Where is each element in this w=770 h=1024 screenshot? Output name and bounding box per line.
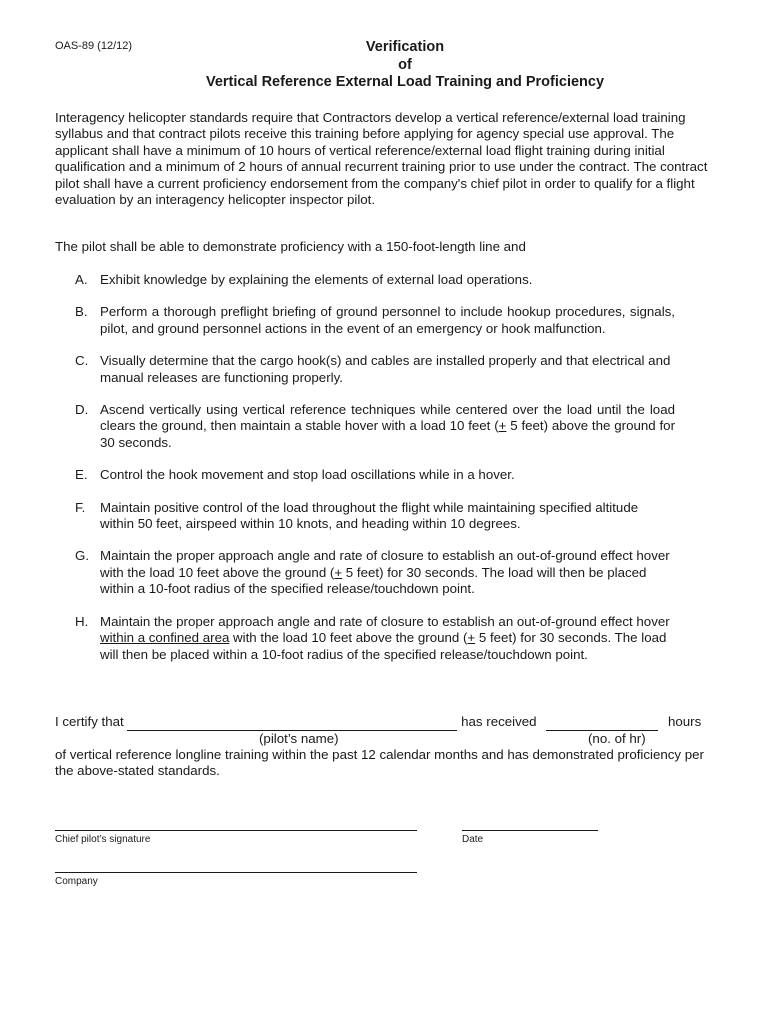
form-number: OAS-89 (12/12) xyxy=(55,40,133,52)
chief-pilot-signature-field[interactable] xyxy=(55,830,417,831)
list-item xyxy=(75,304,675,337)
pilot-name-field[interactable] xyxy=(127,714,457,731)
item-text xyxy=(100,548,675,597)
lead-in-sentence: The pilot shall be able to demonstrate proficiency with a 150-foot-length line and xyxy=(55,239,526,254)
certify-prefix: I certify that xyxy=(55,714,124,729)
chief-pilot-signature-label: Chief pilot’s signature xyxy=(55,834,151,845)
plus-minus-symbol: + xyxy=(498,418,507,434)
item-text xyxy=(100,614,675,663)
item-text-part: 5 feet) for 30 seconds. The load will then be placed within a 10-foot radius of the specified release/touchdown point. xyxy=(100,630,667,662)
item-letter: C. xyxy=(75,353,89,369)
list-item xyxy=(75,467,675,483)
title-main: Vertical Reference External Load Training and Proficiency xyxy=(205,74,605,90)
underlined-phrase: within a confined area xyxy=(100,630,230,646)
item-text-part: 5 feet) above the ground for 30 seconds. xyxy=(100,418,675,450)
certification-closing: of vertical reference longline training within the past 12 calendar months and has demonstrated proficiency per the above-stated standards. xyxy=(55,747,704,779)
item-text-part: with the load 10 feet above the ground ( xyxy=(229,630,468,646)
item-text: Perform a thorough preflight briefing of ground personnel to include hookup procedures, signals, pilot, and ground personnel actions in the event of an emergency or hook malfunction. xyxy=(100,304,675,336)
item-letter: B. xyxy=(75,304,88,320)
date-field[interactable] xyxy=(462,830,598,831)
item-text-part: 5 feet) for 30 seconds. The load will then be placed within a 10-foot radius of the specified release/touchdown point. xyxy=(100,564,647,597)
item-letter: A. xyxy=(75,272,88,287)
list-item xyxy=(75,353,675,386)
proficiency-items-list xyxy=(75,272,675,679)
plus-minus-symbol: + xyxy=(334,564,343,580)
item-text: Control the hook movement and stop load oscillations while in a hover. xyxy=(100,467,515,483)
item-text xyxy=(100,402,675,451)
plus-minus-symbol: + xyxy=(467,630,476,646)
pilot-name-caption: (pilot’s name) xyxy=(259,731,339,746)
hours-caption: (no. of hr) xyxy=(588,731,646,746)
item-letter: E. xyxy=(75,467,88,483)
item-text-part: Maintain the proper approach angle and rate of closure to establish an out-of-ground effect hover xyxy=(100,613,670,629)
list-item xyxy=(75,614,675,663)
list-item xyxy=(75,402,675,451)
hours-field[interactable] xyxy=(546,714,658,731)
company-label: Company xyxy=(55,876,98,887)
has-received-text: has received xyxy=(461,714,537,729)
item-text: Visually determine that the cargo hook(s) and cables are installed properly and that electrical and manual releases are functioning properly. xyxy=(100,353,671,385)
item-letter: H. xyxy=(75,613,89,629)
item-letter: D. xyxy=(75,402,89,418)
item-letter: F. xyxy=(75,499,86,515)
list-item xyxy=(75,500,675,533)
item-text-part: Ascend vertically using vertical reference techniques while centered over the load until the load clears the ground, then maintain a stable hover with a load 10 feet ( xyxy=(100,402,675,434)
list-item xyxy=(75,272,675,288)
hours-text: hours xyxy=(667,714,702,729)
title-of: of xyxy=(398,57,412,73)
company-field[interactable] xyxy=(55,872,417,873)
certification-line xyxy=(55,714,735,731)
item-text: Exhibit knowledge by explaining the elements of external load operations. xyxy=(100,272,533,287)
item-text-part: Maintain the proper approach angle and rate of closure to establish an out-of-ground effect hover with the load 10 feet above the ground ( xyxy=(100,548,670,580)
item-letter: G. xyxy=(75,548,90,564)
intro-paragraph: Interagency helicopter standards require that Contractors develop a vertical reference/external load training syllabus and that contract pilots receive this training before applying for agency special use approval. The applicant shall have a minimum of 10 hours of vertical reference/external load flight training during initial qualification and a minimum of 2 hours of annual recurrent training prior to use under the contract. The contract pilot shall have a current proficiency endorsement from the company's chief pilot in order to qualify for a flight evaluation by an interagency helicopter inspector pilot. xyxy=(55,110,708,208)
list-item xyxy=(75,548,675,597)
title-verification: Verification xyxy=(365,39,445,55)
item-text: Maintain positive control of the load throughout the flight while maintaining specified altitude within 50 feet, airspeed within 10 knots, and heading within 10 degrees. xyxy=(100,499,639,532)
date-label: Date xyxy=(462,834,484,845)
